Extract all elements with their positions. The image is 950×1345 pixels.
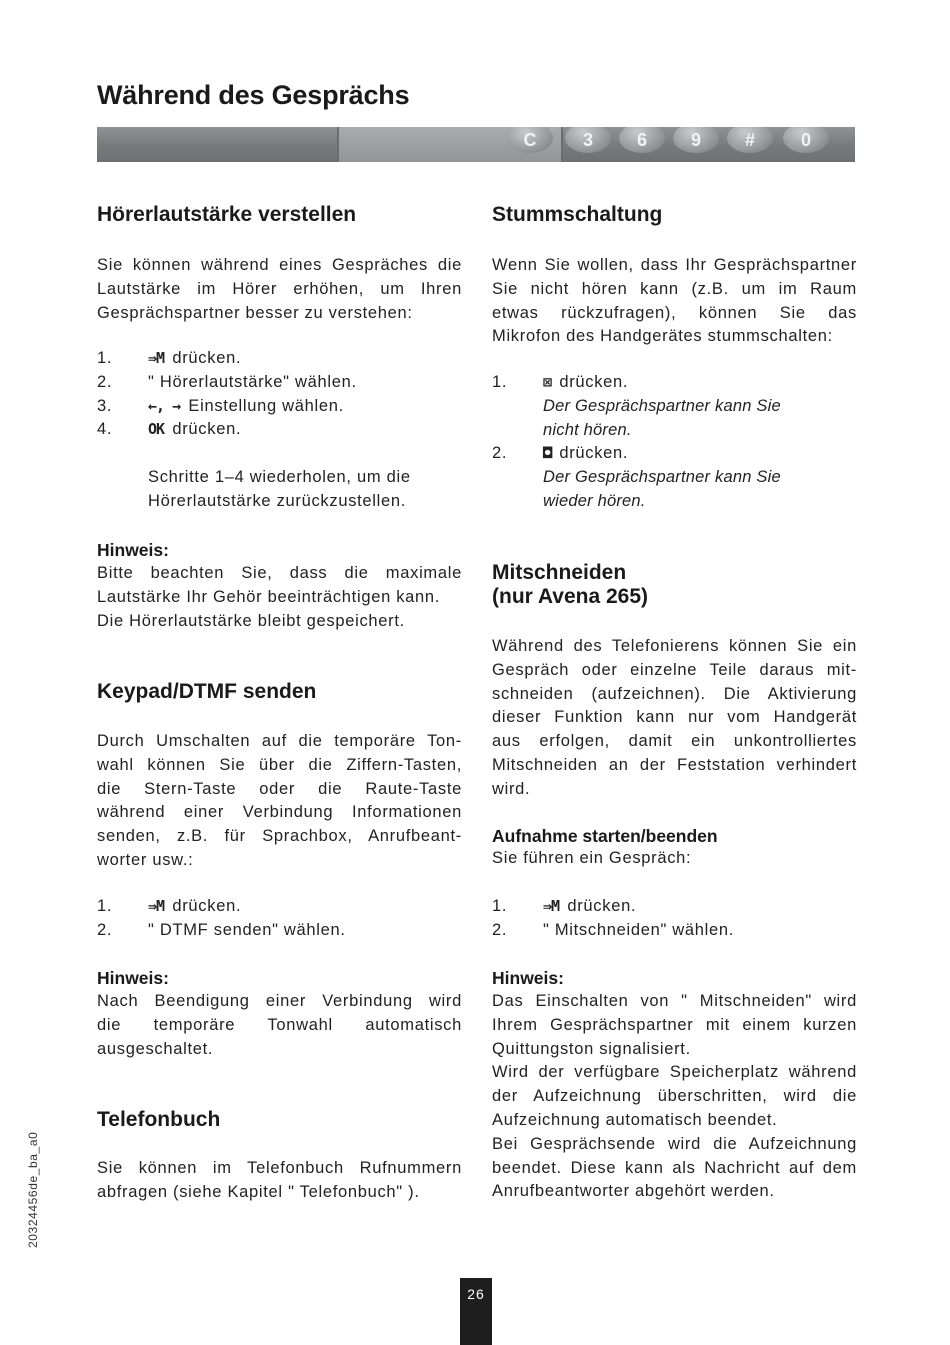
keypad-key-0: 0 [783,127,829,153]
page-number: 26 [460,1278,492,1345]
list-item: 1. ⇛M drücken. [492,897,637,915]
list-item: 2. " Hörerlautstärke" wählen. [97,372,357,391]
volume-hint-label: Hinweis: [97,540,169,560]
phonebook-text: Sie können im Telefonbuch Rufnummern abfragen (siehe Kapitel " Telefonbuch" ). [97,1159,462,1201]
list-item: 1. ⇛M drücken. [97,349,242,367]
dtmf-steps [97,895,467,943]
list-item: 2. " Mitschneiden" wählen. [492,920,735,939]
page-title: Während des Gesprächs [97,80,410,110]
list-item: 4. OK drücken. [97,420,242,439]
mute-key-icon: ⊠ [543,373,552,391]
recording-heading: Mitschneiden (nur Avena 265) [492,561,648,608]
keypad-key-9: 9 [673,127,719,153]
arrow-keys-icon: ←, → [148,396,181,415]
phonebook-heading: Telefonbuch [97,1108,221,1131]
menu-key-icon: ⇛M [148,349,165,367]
list-item: 1. ⊠ drücken. Der Gesprächspartner kann Sie nicht hören. [492,373,781,439]
keypad-key-c: C [507,127,553,153]
recording-intro: Während des Telefonierens können Sie ein Gespräch oder einzelne Teile daraus mit- schneiden (aufzeichnen). Die Aktivierung dieser Funktion kann nur vom Handgerät aus erfolgen, damit ein unkontrolliertes Mitschneiden an der Feststation verhindert wird. [492,637,857,798]
recording-hint-label: Hinweis: [492,968,564,988]
recording-sub-intro: Sie führen ein Gespräch: [492,849,692,867]
keypad-key-3: 3 [565,127,611,153]
document-code: 20324456de_ba_a0 [26,1131,40,1248]
volume-hint-text: Bitte beachten Sie, dass die maximale Lautstärke Ihr Gehör beeinträchtigen kann. Die Hörerlautstärke bleibt gespeichert. [97,564,462,630]
mute-heading: Stummschaltung [492,203,663,226]
list-item: 2. ◘ drücken. Der Gesprächspartner kann Sie wieder hören. [492,444,781,510]
unmute-key-icon: ◘ [543,444,552,463]
list-item: 1. ⇛M drücken. [97,897,242,915]
volume-intro: Sie können während eines Gespräches die Lautstärke im Hörer erhöhen, um Ihren Gesprächspartner besser zu verstehen: [97,256,462,322]
recording-hint-text: Das Einschalten von " Mitschneiden" wird Ihrem Gesprächspartner mit einem kurzen Quittungston signalisiert. Wird der verfügbare Speicherplatz während der Aufzeichnung überschritten, wird die Aufzeichnung automatisch beendet. Bei Gesprächsende wird die Aufzeichnung beendet. Diese kann als Nachricht auf dem Anrufbeantworter abgehört werden. [492,992,857,1201]
list-item: 2. " DTMF senden" wählen. [97,920,346,939]
phone-keypad-banner-image [97,127,855,162]
mute-intro: Wenn Sie wollen, dass Ihr Gesprächspartner Sie nicht hören kann (z.B. um im Raum etwas rückzufragen), können Sie das Mikrofon des Handgerätes stummschalten: [492,256,857,346]
keypad-key-hash: # [727,127,773,153]
keypad-key-6: 6 [619,127,665,153]
volume-steps [97,347,467,442]
list-item: 3. ←, → Einstellung wählen. [97,396,344,415]
volume-repeat-note: Schritte 1–4 wiederholen, um die Hörerlautstärke zurückzustellen. [148,468,411,510]
recording-steps [492,895,862,943]
menu-key-icon: ⇛M [543,897,560,915]
dtmf-heading: Keypad/DTMF senden [97,680,317,703]
menu-key-icon: ⇛M [148,897,165,915]
dtmf-hint-label: Hinweis: [97,968,169,988]
recording-sub-heading: Aufnahme starten/beenden [492,826,718,846]
ok-key-icon: OK [148,420,165,439]
dtmf-intro: Durch Umschalten auf die temporäre Ton- wahl können Sie über die Ziffern-Tasten, die Stern-Taste oder die Raute-Taste während einer Verbindung Informationen senden, z.B. für Sprachbox, Anrufbeant- worter usw.: [97,732,462,869]
dtmf-hint-text: Nach Beendigung einer Verbindung wird die temporäre Tonwahl automatisch ausgeschaltet. [97,992,462,1058]
mute-steps [492,371,862,514]
volume-heading: Hörerlautstärke verstellen [97,203,357,226]
